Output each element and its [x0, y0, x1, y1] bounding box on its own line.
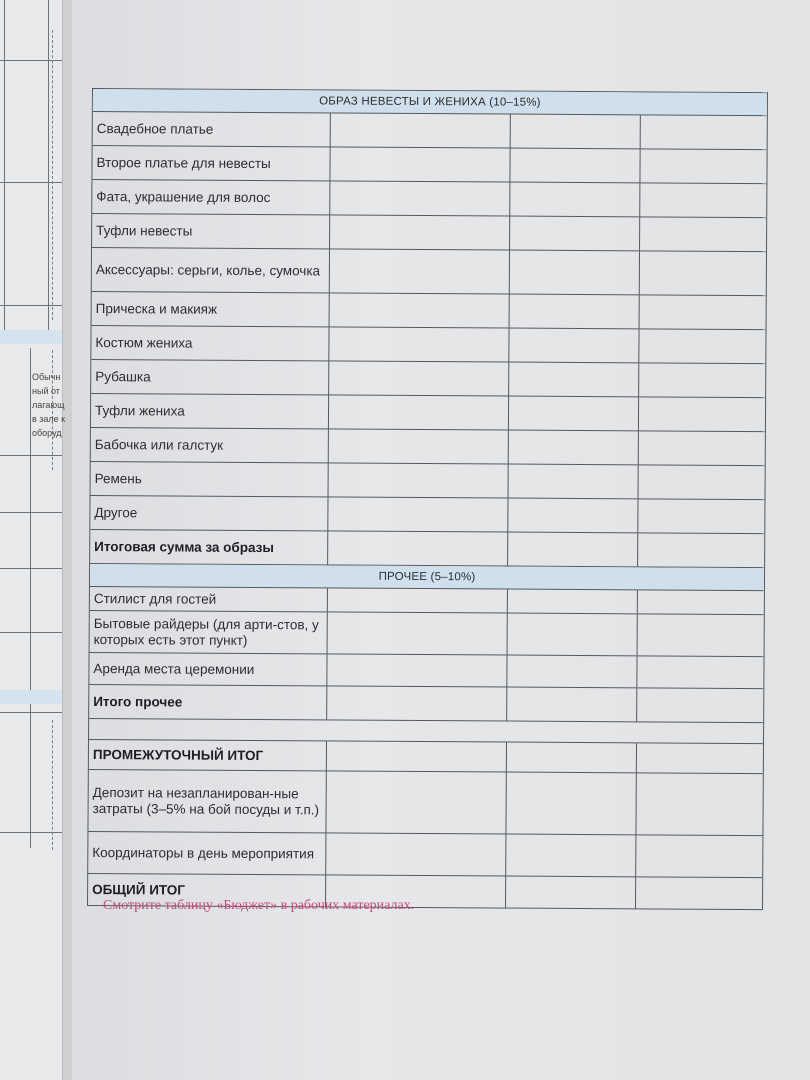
row-label: Фата, украшение для волос	[92, 180, 330, 214]
cell-empty[interactable]	[510, 251, 640, 295]
cell-empty[interactable]	[326, 833, 506, 875]
cell-empty[interactable]	[639, 329, 765, 363]
cell-empty[interactable]	[330, 293, 510, 327]
cell-empty[interactable]	[639, 431, 765, 465]
cell-empty[interactable]	[327, 741, 507, 771]
table-row-total	[89, 685, 763, 723]
row-label-grand-total: ОБЩИЙ ИТОГ	[88, 874, 326, 906]
footnote-reference: Смотрите таблицу «Бюджет» в рабочих материалах.	[103, 898, 415, 913]
row-label: Туфли жениха	[91, 394, 329, 428]
row-label: Аренда места церемонии	[89, 653, 327, 685]
row-label-total: Итого прочее	[89, 685, 327, 719]
cell-empty[interactable]	[329, 361, 509, 395]
cell-empty[interactable]	[508, 533, 638, 567]
cell-empty[interactable]	[640, 183, 766, 217]
table-row	[91, 360, 765, 398]
cell-empty[interactable]	[636, 877, 762, 909]
cell-empty[interactable]	[510, 149, 640, 183]
fragment-line: оборуд	[32, 428, 62, 438]
row-label: Второе платье для невесты	[92, 146, 330, 180]
cell-empty[interactable]	[331, 113, 511, 147]
row-label: Другое	[90, 496, 328, 530]
cell-empty[interactable]	[330, 249, 510, 293]
row-label: Депозит на незапланирован-ные затраты (3–5% на бой посуды и т.п.)	[88, 770, 326, 832]
row-label: Аксессуары: серьги, колье, сумочка	[92, 248, 330, 292]
cell-empty[interactable]	[329, 429, 509, 463]
cell-empty[interactable]	[641, 115, 767, 149]
table-row	[90, 611, 764, 657]
cell-empty[interactable]	[509, 363, 639, 397]
cell-empty[interactable]	[328, 497, 508, 531]
table-row	[91, 462, 765, 500]
cell-empty[interactable]	[330, 215, 510, 249]
row-label-subtotal: ПРОМЕЖУТОЧНЫЙ ИТОГ	[89, 740, 327, 770]
cell-empty[interactable]	[639, 465, 765, 499]
cell-empty[interactable]	[640, 217, 766, 251]
cell-empty[interactable]	[508, 614, 638, 656]
row-label: Координаторы в день мероприятия	[88, 832, 326, 874]
cell-empty[interactable]	[506, 835, 636, 877]
cell-empty[interactable]	[510, 183, 640, 217]
table-row	[92, 292, 766, 330]
cell-empty[interactable]	[506, 877, 636, 909]
section-header-appearance: ОБРАЗ НЕВЕСТЫ И ЖЕНИХА (10–15%)	[93, 89, 767, 116]
row-label: Костюм жениха	[91, 326, 329, 360]
cell-empty[interactable]	[326, 771, 506, 833]
fragment-line: ный от	[32, 386, 60, 396]
table-row	[92, 146, 766, 184]
cell-empty[interactable]	[508, 590, 638, 614]
table-row	[92, 214, 766, 252]
table-row	[88, 770, 762, 836]
cell-empty[interactable]	[638, 590, 764, 614]
cell-empty[interactable]	[640, 149, 766, 183]
cell-empty[interactable]	[639, 363, 765, 397]
left-page-text-fragment	[32, 370, 66, 440]
row-label: Стилист для гостей	[90, 587, 328, 611]
row-label-total: Итоговая сумма за образы	[90, 530, 328, 564]
cell-empty[interactable]	[640, 251, 766, 295]
cell-empty[interactable]	[507, 688, 637, 722]
table-row	[91, 394, 765, 432]
cell-empty[interactable]	[511, 115, 641, 149]
cell-empty[interactable]	[330, 147, 510, 181]
table-row	[91, 428, 765, 466]
cell-empty[interactable]	[637, 656, 763, 688]
table-row	[91, 326, 765, 364]
row-label: Рубашка	[91, 360, 329, 394]
cell-empty[interactable]	[507, 656, 637, 688]
fragment-line: лагающ	[32, 400, 65, 410]
cell-empty[interactable]	[636, 835, 762, 877]
cell-empty[interactable]	[638, 499, 764, 533]
cell-empty[interactable]	[328, 531, 508, 565]
cell-empty[interactable]	[638, 533, 764, 567]
cell-empty[interactable]	[329, 327, 509, 361]
row-label: Ремень	[91, 462, 329, 496]
cell-empty[interactable]	[329, 463, 509, 497]
cell-empty[interactable]	[640, 295, 766, 329]
cell-empty[interactable]	[509, 465, 639, 499]
table-row-total	[90, 530, 764, 568]
cell-empty[interactable]	[329, 395, 509, 429]
cell-empty[interactable]	[509, 397, 639, 431]
table-row	[93, 112, 767, 150]
cell-empty[interactable]	[637, 743, 763, 773]
row-label: Бабочка или галстук	[91, 428, 329, 462]
table-row-subtotal	[89, 740, 763, 774]
cell-empty[interactable]	[328, 588, 508, 612]
table-row	[92, 180, 766, 218]
cell-empty[interactable]	[509, 329, 639, 363]
cell-empty[interactable]	[507, 743, 637, 773]
cell-empty[interactable]	[638, 614, 764, 656]
row-label: Свадебное платье	[93, 112, 331, 146]
table-row	[89, 653, 763, 689]
cell-empty[interactable]	[330, 181, 510, 215]
section-header-other: ПРОЧЕЕ (5–10%)	[90, 564, 764, 591]
fragment-line: в зале к	[32, 414, 66, 424]
row-label: Туфли невесты	[92, 214, 330, 248]
budget-table	[87, 88, 768, 910]
cell-empty[interactable]	[636, 773, 762, 835]
table-row	[92, 248, 766, 296]
cell-empty[interactable]	[510, 295, 640, 329]
cell-empty[interactable]	[637, 688, 763, 722]
cell-empty[interactable]	[510, 217, 640, 251]
table-row	[88, 832, 762, 878]
cell-empty[interactable]	[506, 773, 636, 835]
row-label: Прическа и макияж	[92, 292, 330, 326]
cell-empty[interactable]	[508, 499, 638, 533]
left-page-edge	[0, 0, 66, 1080]
fragment-line: Обычн	[32, 372, 61, 382]
cell-empty[interactable]	[639, 397, 765, 431]
cell-empty[interactable]	[327, 654, 507, 686]
cell-empty[interactable]	[328, 612, 508, 654]
row-label: Бытовые райдеры (для арти-стов, у которых есть этот пункт)	[90, 611, 328, 653]
cell-empty[interactable]	[509, 431, 639, 465]
table-row	[90, 496, 764, 534]
cell-empty[interactable]	[327, 686, 507, 720]
